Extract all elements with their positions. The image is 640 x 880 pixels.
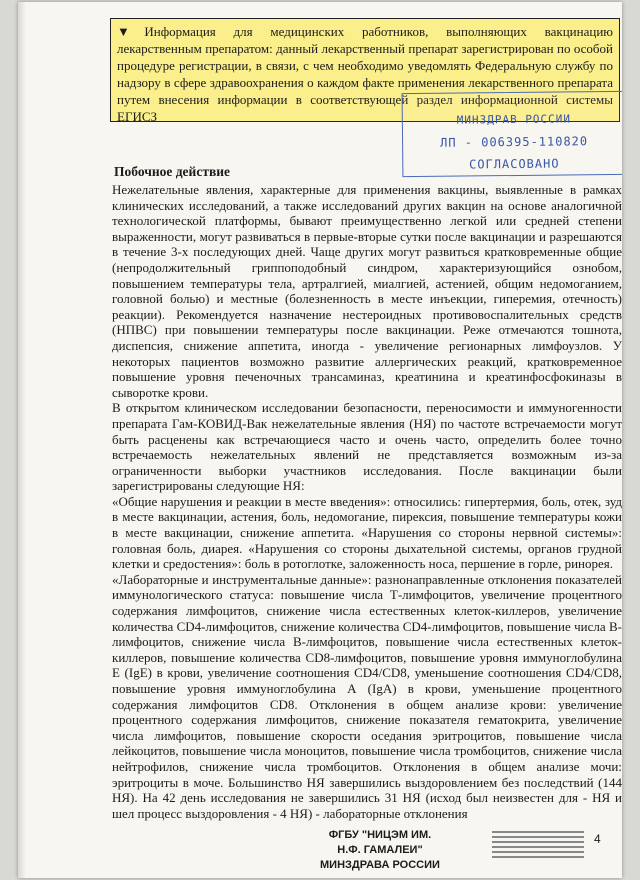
paragraph: Нежелательные явления, характерные для применения вакцины, выявленные в рамках клинических исследований, а также исследований других вакцин на основе аналогичной технологической платформы, бывают преимущественно легкой или средней степени выраженности, могут развиваться в первые-вторые сутки после вакцинации и разрешаются в течение 3-х последующих дней. Чаще других могут развиться кратковременные общие (непродолжительный гриппоподобный синдром, характеризующийся ознобом, повышением температуры тела, артралгией, миалгией, астенией, общим недомоганием, головной болью) и местные (болезненность в месте инъекции, гиперемия, отечность) реакции). Рекомендуется назначение нестероидных противовоспалительных средств (НПВС) при повышении температуры после вакцинации. Реже отмечаются тошнота, диспепсия, снижение аппетита, иногда - увеличение регионарных лимфоузлов. У некоторых пациентов возможно развитие аллергических реакций, кратковременное повышение уровня печеночных трансаминаз, креатинина и креатинфосфокиназы в сыворотке крови. [112, 182, 622, 400]
footer-org-line: Н.Ф. ГАМАЛЕИ" [337, 844, 423, 856]
stamp-ministry: МИНЗДРАВ РОССИИ [456, 112, 572, 127]
paragraph: «Общие нарушения и реакции в месте введения»: относились: гипертермия, боль, отек, зуд в месте вакцинации, астения, боль, недомогание, пирексия, повышение температуры кожи в месте вакцинации, снижение аппетита. «Нарушения со стороны нервной системы»: головная боль, диарея. «Нарушения со стороны дыхательной системы, органов грудной клетки и средостения»: боль в ротоглотке, заложенность носа, першение в горле, ринорея. [112, 493, 622, 572]
page-number: 4 [594, 832, 601, 846]
footer-org-line: МИНЗДРАВА РОССИИ [320, 859, 440, 871]
document-page [18, 2, 622, 878]
notice-text: ▼Информация для медицинских работников, выполняющих вакцинацию лекарственным препаратом: данный лекарственный препарат зарегистрирован по особой процедуре регистрации, в связи, с чем необходимо уведомлять Федеральную службу по надзору в сфере здравоохранения о каждом факте применения лекарственного препарата путем внесения информации в соответствующей раздел информационной системы ЕГИСЗ [117, 24, 613, 124]
footer-fine-print [492, 828, 584, 861]
approval-stamp [402, 91, 622, 177]
stamp-approved: СОГЛАСОВАНО [468, 156, 560, 172]
paragraph: «Лабораторные и инструментальные данные»: разнонаправленные отклонения показателей иммунологического статуса: повышение числа Т-лимфоцитов, увеличение процентного содержания лимфоцитов, снижение числа естественных клеток-киллеров, увеличение количества CD4-лимфоцитов, снижение количества CD4-лимфоцитов, повышение числа В-лимфоцитов, снижение числа В-лимфоцитов, повышение числа естественных клеток-киллеров, повышение количества CD8-лимфоцитов, повышение уровня иммуноглобулина Е (IgE) в крови, увеличение соотношения CD4/CD8, уменьшение соотношения CD4/CD8, повышение уровня иммуноглобулина А (IgA) в крови, уменьшение процентного содержания лимфоцитов CD8. Отклонения в общем анализе крови: увеличение процентного содержания лимфоцитов, снижение показателя гематокрита, увеличение числа лимфоцитов, повышение скорости оседания эритроцитов, повышение числа лейкоцитов, повышение числа моноцитов, повышение числа тромбоцитов, снижение числа нейтрофилов, снижение числа тромбоцитов. Отклонения в общем анализе мочи: эритроциты в моче. Большинство НЯ завершились выздоровлением без последствий (144 НЯ). На 42 день исследования не завершились 31 НЯ (исход был неизвестен для - НЯ и шел процесс выздоровления - 4 НЯ) - лабораторные отклонения [112, 571, 622, 821]
page-fold-shadow [18, 2, 26, 878]
section-body [112, 182, 622, 821]
footer-organization [320, 828, 440, 873]
paragraph: В открытом клиническом исследовании безопасности, переносимости и иммуногенности препарата Гам-КОВИД-Вак нежелательные явления (НЯ) по частоте встречаемости могут быть расценены как встречающиеся часто и очень часто, определить более точно встречаемость нежелательных явлений не представляется возможным из-за ограниченности выборки участников исследования. После вакцинации были зарегистрированы следующие НЯ: [112, 400, 622, 494]
section-title: Побочное действие [114, 164, 231, 179]
stamp-registration-number: ЛП - 006395-110820 [439, 134, 589, 150]
footer-org-line: ФГБУ "НИЦЭМ ИМ. [328, 829, 432, 841]
